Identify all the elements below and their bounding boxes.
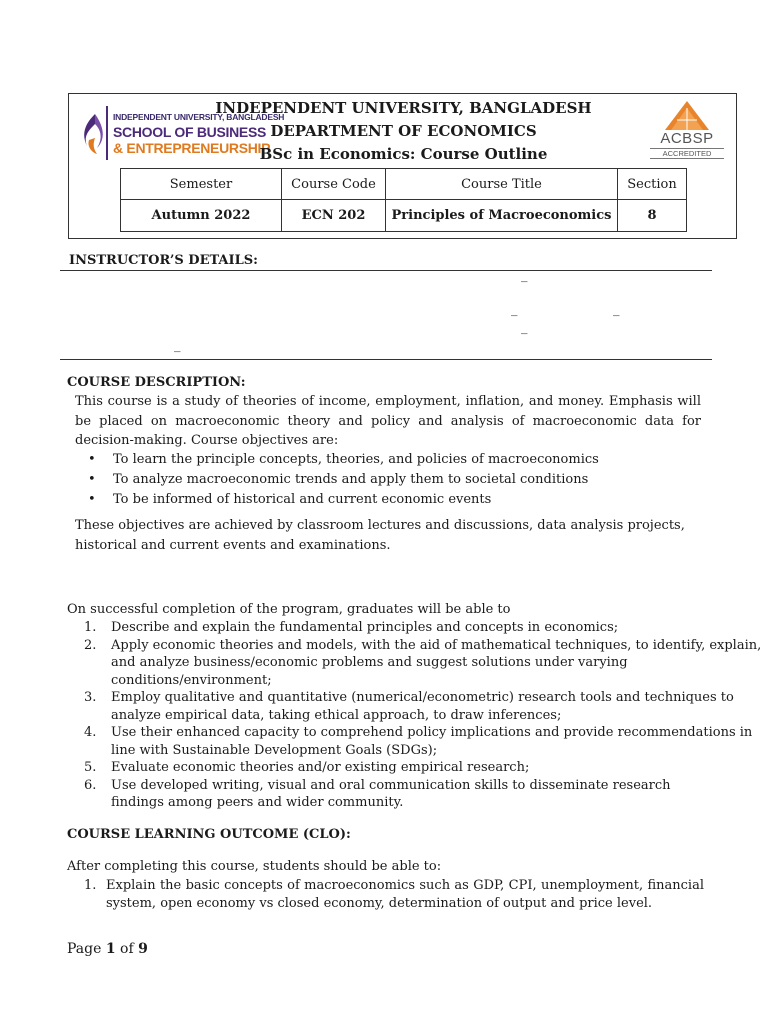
logo-line-entrepreneurship: & ENTREPRENEURSHIP xyxy=(113,140,271,156)
blank-dash: _ xyxy=(174,338,181,353)
table-header-row xyxy=(121,169,687,200)
header-semester: Semester xyxy=(121,169,282,200)
acbsp-name: ACBSP xyxy=(660,130,714,147)
value-semester: Autumn 2022 xyxy=(121,200,282,232)
value-course-title: Principles of Macroeconomics xyxy=(386,200,618,232)
value-course-code: ECN 202 xyxy=(282,200,386,232)
list-item: 6. Use developed writing, visual and oral communication skills to disseminate research findings among peers and wider community. xyxy=(84,777,671,810)
header-course-title: Course Title xyxy=(386,169,618,200)
list-item: 3. Employ qualitative and quantitative (numerical/econometric) research tools and techniques to analyze empirical data, taking ethical approach, to draw inferences; xyxy=(84,690,734,723)
blank-dash: _ xyxy=(613,302,620,317)
acbsp-logo xyxy=(645,100,729,160)
objectives-list xyxy=(88,450,599,510)
program-outcomes-intro: On successful completion of the program, graduates will be able to xyxy=(67,602,511,617)
list-item: • To be informed of historical and current economic events xyxy=(88,490,599,510)
list-item: • To analyze macroeconomic trends and apply them to societal conditions xyxy=(88,470,599,490)
course-description-closing: These objectives are achieved by classroom lectures and discussions, data analysis projects, historical and current events and examinations. xyxy=(75,518,685,553)
list-item: • To learn the principle concepts, theories, and policies of macroeconomics xyxy=(88,450,599,470)
header-box xyxy=(68,93,737,239)
list-item: 5. Evaluate economic theories and/or existing empirical research; xyxy=(84,760,530,775)
header-section: Section xyxy=(618,169,687,200)
clo-list xyxy=(84,877,704,913)
course-outline-title: BSc in Economics: Course Outline xyxy=(259,145,548,163)
program-outcomes-list xyxy=(84,619,761,812)
list-item: 2. Apply economic theories and models, with the aid of mathematical techniques, to identify, explain, and analyze business/economic problems and suggest solutions under varying conditions/environment; xyxy=(84,637,762,688)
blank-dash: _ xyxy=(521,268,528,283)
blank-dash: _ xyxy=(521,320,528,335)
clo-intro: After completing this course, students should be able to: xyxy=(67,859,442,874)
header-course-code: Course Code xyxy=(282,169,386,200)
university-title: INDEPENDENT UNIVERSITY, BANGLADESH xyxy=(215,99,592,117)
acbsp-triangle-icon xyxy=(645,100,729,132)
blank-dash: _ xyxy=(511,302,518,317)
divider xyxy=(60,359,712,360)
course-info-table xyxy=(120,168,687,232)
divider xyxy=(60,270,712,271)
logo-line-school: SCHOOL OF BUSINESS xyxy=(113,124,267,140)
course-description-intro: This course is a study of theories of income, employment, inflation, and money. Emphasis will be placed on macroeconomic theory and policy and analysis of macroeconomic data for decision-making. Course objectives are: xyxy=(75,394,701,448)
list-item: 4. Use their enhanced capacity to comprehend policy implications and provide recommendations in line with Sustainable Development Goals (SDGs); xyxy=(84,725,753,758)
list-item: 1. Explain the basic concepts of macroeconomics such as GDP, CPI, unemployment, financial system, open economy vs closed economy, determination of output and price level. xyxy=(84,878,704,911)
list-item: 1. Describe and explain the fundamental principles and concepts in economics; xyxy=(84,620,619,635)
page-number: Page 1 of 9 xyxy=(67,941,148,957)
clo-heading: COURSE LEARNING OUTCOME (CLO): xyxy=(67,827,351,842)
instructor-details-heading: INSTRUCTOR’S DETAILS: xyxy=(69,253,258,268)
logo-line-university: INDEPENDENT UNIVERSITY, BANGLADESH xyxy=(113,112,285,122)
acbsp-accredited: ACCREDITED xyxy=(650,148,724,159)
table-row xyxy=(121,200,687,232)
department-title: DEPARTMENT OF ECONOMICS xyxy=(270,122,537,140)
course-description-heading: COURSE DESCRIPTION: xyxy=(67,375,246,390)
value-section: 8 xyxy=(618,200,687,232)
